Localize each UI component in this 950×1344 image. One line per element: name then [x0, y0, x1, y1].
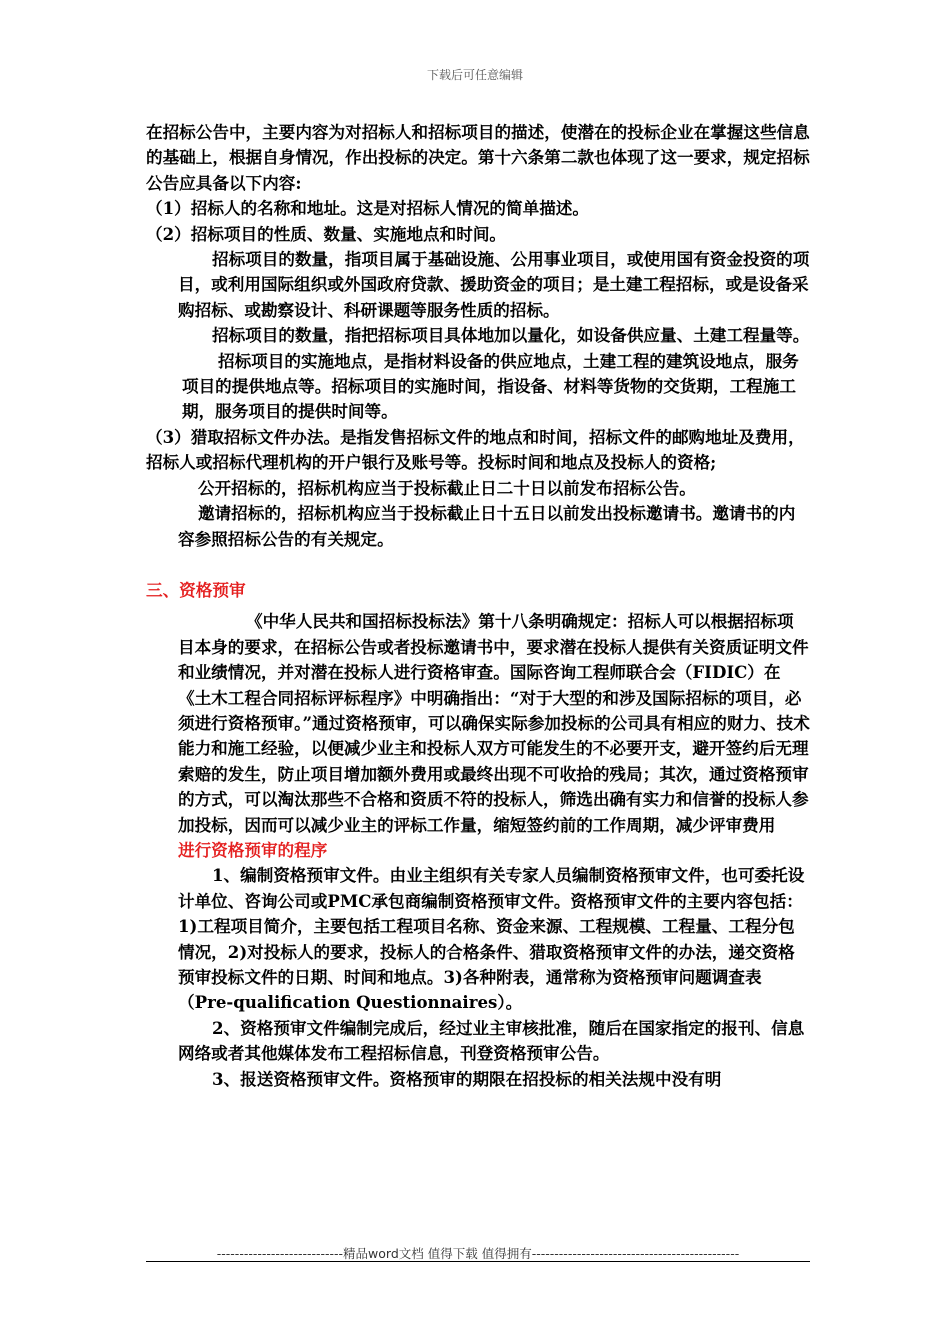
- paragraph-invited-tender: 邀请招标的，招标机构应当于投标截止日十五日以前发出投标邀请书。邀请书的内容参照招标公告的有关规定。: [178, 503, 796, 549]
- paragraph-intro: 在招标公告中，主要内容为对招标人和招标项目的描述，使潜在的投标企业在掌握这些信息的基础上，根据自身情况，作出投标的决定。第十六条第二款也体现了这一要求，规定招标公告应具备以下内容:: [146, 122, 810, 193]
- subheading-procedure: 进行资格预审的程序: [178, 839, 328, 860]
- paragraph-prequalification-law: 《中华人民共和国招标投标法》第十八条明确规定：招标人可以根据招标项目本身的要求，在招标公告或者投标邀请书中，要求潜在投标人提供有关资质证明文件和业绩情况，并对潜在投标人进行资格审查。国际咨询工程师联合会（FIDIC）在《土木工程合同招标评标程序》中明确指出：“对于大型的和涉及国际招标的项目，必须进行资格预审。”通过资格预审，可以确保实际参加投标的公司具有相应的财力、技术能力和施工经验，以便减少业主和投标人双方可能发生的不必要开支，避开签约后无理索赔的发生，防止项目增加额外费用或最终出现不可收拾的残局；其次，通过资格预审的方式，可以淘汰那些不合格和资质不符的投标人，筛选出确有实力和信誉的投标人参加投标，因而可以减少业主的评标工作量，缩短签约前的工作周期，减少评审费用: [178, 611, 810, 835]
- document-body: [146, 120, 810, 1092]
- page-footer: ----------------------------精品word文档 值得下载 值得拥有----------------------------------------------: [216, 1246, 740, 1261]
- section-heading-prequalification: 三、资格预审: [146, 579, 246, 600]
- paragraph-step-1: 1、编制资格预审文件。由业主组织有关专家人员编制资格预审文件，也可委托设计单位、咨询公司或PMC承包商编制资格预审文件。资格预审文件的主要内容包括：1)工程项目简介，主要包括工程项目名称、资金来源、工程规模、工程量、工程分包情况，2)对投标人的要求，投标人的合格条件、猎取资格预审文件的办法，递交资格预审投标文件的日期、时间和地点。3)各种附表，通常称为资格预审问题调查表（Pre-qualification Questionnaires）。: [178, 865, 805, 1013]
- list-item-3: （3）猎取招标文件办法。是指发售招标文件的地点和时间，招标文件的邮购地址及费用，招标人或招标代理机构的开户银行及账号等。投标时间和地点及投标人的资格;: [146, 426, 805, 473]
- list-item-2: （2）招标项目的性质、数量、实施地点和时间。: [146, 223, 507, 244]
- paragraph-project-nature: 招标项目的数量，指项目属于基础设施、公用事业项目，或使用国有资金投资的项目，或利用国际组织或外国政府贷款、援助资金的项目；是土建工程招标，或是设备采购招标、或勘察设计、科研课题等服务性质的招标。: [178, 249, 810, 320]
- page-header: 下载后可任意编辑: [426, 68, 523, 82]
- paragraph-project-quantity: 招标项目的数量，指把招标项目具体地加以量化，如设备供应量、土建工程量等。: [212, 325, 810, 346]
- paragraph-project-location: 招标项目的实施地点，是指材料设备的供应地点，土建工程的建筑设地点，服务项目的提供地点等。招标项目的实施时间，指设备、材料等货物的交货期，工程施工期，服务项目的提供时间等。: [182, 350, 799, 422]
- paragraph-step-3: 3、报送资格预审文件。资格预审的期限在招投标的相关法规中没有明: [212, 1068, 722, 1089]
- list-item-1: （1）招标人的名称和地址。这是对招标人情况的简单描述。: [146, 198, 589, 219]
- footer-divider: [146, 1261, 810, 1262]
- paragraph-open-tender: 公开招标的，招标机构应当于投标截止日二十日以前发布招标公告。: [198, 477, 696, 498]
- paragraph-step-2: 2、资格预审文件编制完成后，经过业主审核批准，随后在国家指定的报刊、信息网络或者其他媒体发布工程招标信息，刊登资格预审公告。: [178, 1017, 805, 1064]
